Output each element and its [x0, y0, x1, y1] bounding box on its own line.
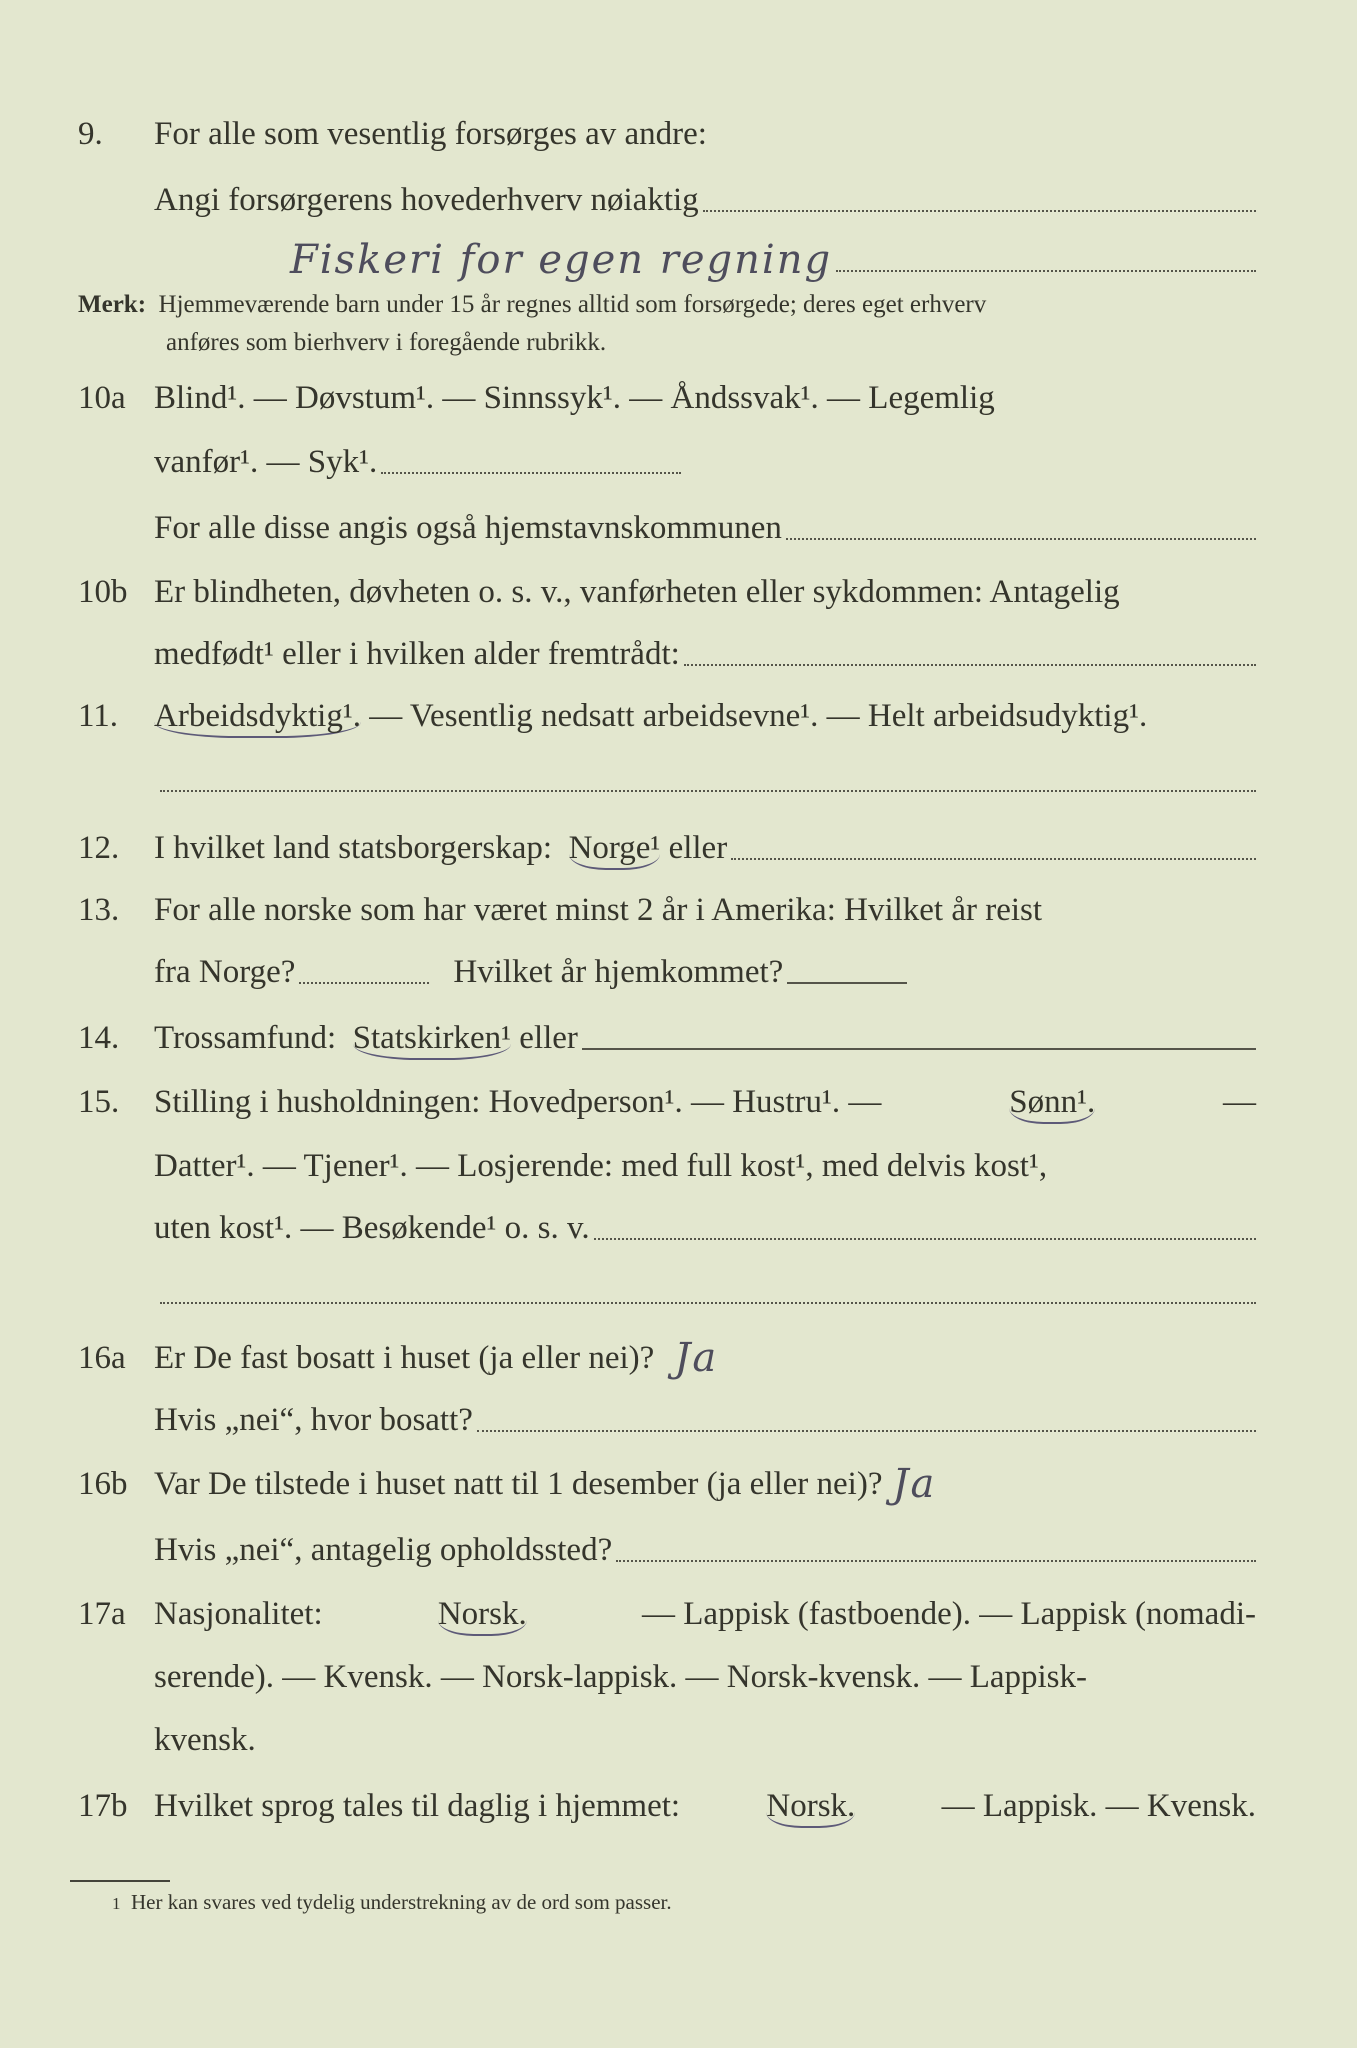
q16b-handwritten-answer: Ja — [892, 1461, 937, 1507]
q17a-text3: kvensk. — [154, 1722, 256, 1758]
q12-row — [78, 826, 1256, 870]
q17a-text: Nasjonalitet: — [154, 1596, 323, 1632]
q10a-text2: vanfør¹. — Syk¹. — [154, 444, 378, 480]
q12-selected-option: Norge¹ — [569, 830, 661, 870]
q13-row2 — [78, 950, 1256, 994]
q13-returned: Hvilket år hjemkommet? — [453, 954, 784, 990]
q9-label: Angi forsørgerens hovederhverv nøiaktig — [154, 182, 699, 218]
q-number: 17b — [78, 1788, 128, 1824]
q-number: 17a — [78, 1596, 126, 1632]
q13-left-from: fra Norge? — [154, 954, 296, 990]
q-number: 9. — [78, 116, 103, 152]
q15-text2: Datter¹. — Tjener¹. — Losjerende: med full kost¹, med delvis kost¹, — [154, 1148, 1048, 1184]
merk-line2: anføres som bierhverv i foregående rubrikk. — [166, 329, 607, 356]
q13-row — [78, 888, 1256, 932]
q17b-options: — Lappisk. — Kvensk. — [941, 1788, 1256, 1824]
footnote-mark: 1 — [112, 1894, 121, 1913]
q-number: 11. — [78, 698, 119, 734]
merk-note — [78, 288, 986, 322]
q-number: 10b — [78, 574, 128, 610]
q10a-row — [78, 376, 1256, 420]
q-number: 12. — [78, 830, 120, 866]
q10a-text3: For alle disse angis også hjemstavnskommunen — [154, 510, 782, 546]
footnote — [112, 1890, 672, 1918]
q10a-text: Blind¹. — Døvstum¹. — Sinnssyk¹. — Åndssvak¹. — Legemlig — [154, 380, 995, 416]
q11-selected-option: Arbeidsdyktig¹. — [154, 698, 361, 738]
q9-handwritten-answer: Fiskeri for egen regning — [290, 237, 833, 283]
q16a-row — [78, 1336, 1256, 1380]
q17a-options: — Lappisk (fastboende). — Lappisk (nomadi- — [641, 1596, 1256, 1632]
q15-row — [78, 1080, 1256, 1124]
q-number: 16a — [78, 1340, 126, 1376]
q11-row — [78, 694, 1256, 738]
q11-options: — Vesentlig nedsatt arbeidsevne¹. — Helt arbeidsudyktig¹. — [369, 698, 1148, 734]
q-number: 15. — [78, 1084, 120, 1120]
merk-label: Merk: — [78, 291, 147, 318]
q-number: 16b — [78, 1466, 128, 1502]
q14-row — [78, 1016, 1256, 1060]
q14-selected-option: Statskirken¹ — [353, 1020, 511, 1060]
q16b-text: Var De tilstede i huset natt til 1 desember (ja eller nei)? — [154, 1466, 883, 1502]
q14-or: eller — [519, 1020, 578, 1056]
q15-dash: — — [1223, 1084, 1256, 1120]
q17a-row2 — [78, 1655, 1256, 1699]
q15-row3 — [78, 1206, 1256, 1250]
q9-text: For alle som vesentlig forsørges av andre: — [154, 116, 707, 152]
q10b-row2 — [78, 632, 1256, 676]
q17a-row — [78, 1592, 1256, 1636]
q-number: 14. — [78, 1020, 120, 1056]
footnote-text: Her kan svares ved tydelig understrekning av de ord som passer. — [131, 1890, 672, 1914]
q10a-row3 — [78, 506, 1256, 550]
q9-answer-row — [160, 238, 1256, 282]
q16a-text2: Hvis „nei“, hvor bosatt? — [154, 1402, 473, 1438]
q14-text: Trossamfund: — [154, 1020, 337, 1056]
merk-line1: Hjemmeværende barn under 15 år regnes alltid som forsørgede; deres eget erhverv — [158, 291, 987, 318]
q15-row2 — [78, 1144, 1256, 1188]
q9-row — [78, 112, 1256, 156]
q15-blank-line — [160, 1302, 1256, 1304]
q11-blank-line — [160, 790, 1256, 792]
q12-or: eller — [668, 830, 728, 866]
q15-selected-option: Sønn¹. — [1009, 1084, 1095, 1124]
q10b-row — [78, 570, 1256, 614]
q15-text: Stilling i husholdningen: Hovedperson¹. — Hustru¹. — — [154, 1084, 882, 1120]
footnote-rule — [70, 1880, 170, 1882]
q12-text: I hvilket land statsborgerskap: — [154, 830, 553, 866]
q17a-selected-option: Norsk. — [438, 1596, 527, 1636]
q16b-row2 — [78, 1528, 1256, 1572]
q17a-row3 — [78, 1718, 1256, 1762]
q16b-row — [78, 1462, 1256, 1506]
q13-text: For alle norske som har været minst 2 år i Amerika: Hvilket år reist — [154, 892, 1043, 928]
q10b-text2: medfødt¹ eller i hvilken alder fremtrådt: — [154, 636, 680, 672]
q17b-text: Hvilket sprog tales til daglig i hjemmet: — [154, 1788, 681, 1824]
q15-text3: uten kost¹. — Besøkende¹ o. s. v. — [154, 1210, 590, 1246]
answer-leader — [703, 210, 1256, 212]
q17b-row — [78, 1784, 1256, 1828]
q16b-text2: Hvis „nei“, antagelig opholdssted? — [154, 1532, 613, 1568]
q16a-handwritten-answer: Ja — [674, 1335, 719, 1381]
q16a-row2 — [78, 1398, 1256, 1442]
q-number: 10a — [78, 380, 126, 416]
q9-row2 — [78, 178, 1256, 222]
q16a-text: Er De fast bosatt i huset (ja eller nei)? — [154, 1340, 655, 1376]
q10a-row2 — [78, 440, 1256, 484]
q-number: 13. — [78, 892, 120, 928]
q17a-text2: serende). — Kvensk. — Norsk-lappisk. — Norsk-kvensk. — Lappisk- — [154, 1659, 1088, 1695]
q10b-text: Er blindheten, døvheten o. s. v., vanførheten eller sykdommen: Antagelig — [154, 574, 1120, 610]
q17b-selected-option: Norsk. — [766, 1788, 855, 1828]
